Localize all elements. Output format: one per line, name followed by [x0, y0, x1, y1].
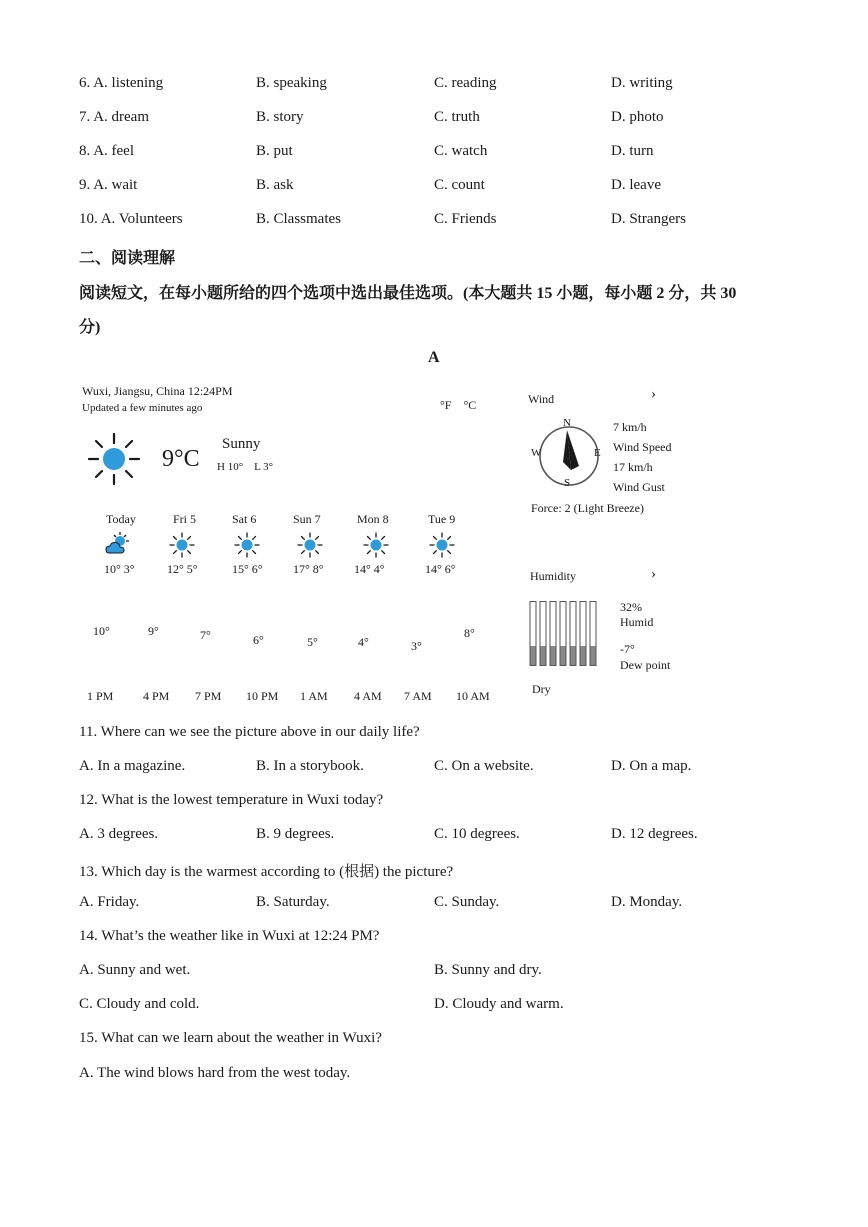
vocab-option-a: 10. A. Volunteers: [79, 211, 183, 227]
compass-n: N: [563, 417, 571, 429]
dew-point-label: Dew point: [620, 658, 671, 672]
current-condition: Sunny: [222, 436, 261, 452]
answer-option[interactable]: A. Sunny and wet.: [79, 962, 191, 978]
hourly-temp: 4°: [358, 635, 369, 649]
instruction-line-2: 分): [79, 319, 101, 336]
humidity-value-label: Humid: [620, 615, 654, 629]
vocab-option-a: 8. A. feel: [79, 143, 134, 159]
vocab-option-b: B. Classmates: [256, 211, 341, 227]
humidity-value: 32%: [620, 600, 642, 614]
vocab-option-b: B. put: [256, 143, 293, 159]
hourly-time: 1 AM: [300, 689, 328, 703]
sun-icon: [363, 532, 389, 558]
hourly-time: 7 AM: [404, 689, 432, 703]
wind-gust-label: Wind Gust: [613, 480, 665, 494]
humidity-chevron-icon[interactable]: ›: [651, 566, 656, 582]
wind-gust: 17 km/h: [613, 460, 653, 474]
section-title: 二、阅读理解: [79, 250, 176, 267]
answer-option[interactable]: B. 9 degrees.: [256, 826, 335, 842]
vocab-option-b: B. speaking: [256, 75, 327, 91]
sun-icon: [429, 532, 455, 558]
vocab-option-a: 9. A. wait: [79, 177, 138, 193]
vocab-option-c: C. truth: [434, 109, 480, 125]
answer-option[interactable]: B. In a storybook.: [256, 758, 364, 774]
sun-icon: [297, 532, 323, 558]
vocab-row: [79, 143, 779, 163]
hourly-temp: 9°: [148, 624, 159, 638]
compass-e: E: [594, 447, 601, 459]
compass-s: S: [564, 477, 571, 489]
humidity-bars: [529, 601, 603, 667]
answer-option[interactable]: A. In a magazine.: [79, 758, 186, 774]
wind-force: Force: 2 (Light Breeze): [531, 501, 644, 515]
weather-location: Wuxi, Jiangsu, China 12:24PM: [82, 384, 233, 398]
forecast-day[interactable]: Fri 5 12° 5°: [167, 512, 198, 576]
hourly-temp: 6°: [253, 633, 264, 647]
forecast-day[interactable]: Sat 6 15° 6°: [232, 512, 263, 576]
vocab-row: [79, 211, 779, 231]
hourly-time: 10 PM: [246, 689, 279, 703]
hourly-temp: 3°: [411, 639, 422, 653]
answer-option[interactable]: D. On a map.: [611, 758, 692, 774]
vocab-option-d: D. Strangers: [611, 211, 686, 227]
vocab-row: [79, 75, 779, 95]
hourly-time: 4 PM: [143, 689, 170, 703]
sun-icon: [86, 431, 142, 487]
forecast-day[interactable]: Sun 7 17° 8°: [293, 512, 324, 576]
answer-option[interactable]: D. Monday.: [611, 894, 683, 910]
vocab-option-a: 6. A. listening: [79, 75, 164, 91]
humidity-title: Humidity: [530, 569, 577, 583]
answer-option[interactable]: D. Cloudy and warm.: [434, 996, 564, 1012]
wind-title: Wind: [528, 392, 555, 406]
vocab-option-d: D. photo: [611, 109, 664, 125]
hourly-temp: 8°: [464, 626, 475, 640]
vocab-option-b: B. story: [256, 109, 304, 125]
hourly-temp: 5°: [307, 635, 318, 649]
vocab-option-d: D. turn: [611, 143, 654, 159]
wind-chevron-icon[interactable]: ›: [651, 386, 656, 402]
instruction-line-1: 阅读短文，在每小题所给的四个选项中选出最佳选项。(本大题共 15 小题，每小题 2 分，共 30: [79, 285, 737, 302]
answer-option[interactable]: C. Cloudy and cold.: [79, 996, 200, 1012]
wind-speed-label: Wind Speed: [613, 440, 672, 454]
wind-speed: 7 km/h: [613, 420, 647, 434]
answer-option[interactable]: C. On a website.: [434, 758, 534, 774]
question-text: 13. Which day is the warmest according to (根据) the picture?: [79, 864, 454, 880]
partly-cloudy-icon: [104, 532, 132, 556]
sun-icon: [169, 532, 195, 558]
hourly-temp: 10°: [93, 624, 110, 638]
weather-updated: Updated a few minutes ago: [82, 402, 203, 414]
vocab-row: [79, 177, 779, 197]
unit-toggle[interactable]: °F °C: [440, 398, 477, 412]
answer-option[interactable]: A. 3 degrees.: [79, 826, 159, 842]
answer-option[interactable]: D. 12 degrees.: [611, 826, 698, 842]
answer-option[interactable]: A. The wind blows hard from the west today.: [79, 1065, 351, 1081]
vocab-option-d: D. leave: [611, 177, 661, 193]
passage-label: A: [428, 349, 440, 366]
hourly-temp: 7°: [200, 628, 211, 642]
hourly-time: 4 AM: [354, 689, 382, 703]
vocab-option-d: D. writing: [611, 75, 673, 91]
high-low: H 10° L 3°: [217, 461, 274, 473]
question-text: 12. What is the lowest temperature in Wuxi today?: [79, 792, 384, 808]
vocab-option-c: C. Friends: [434, 211, 497, 227]
answer-option[interactable]: C. 10 degrees.: [434, 826, 520, 842]
question-text: 14. What’s the weather like in Wuxi at 12:24 PM?: [79, 928, 380, 944]
question-text: 15. What can we learn about the weather in Wuxi?: [79, 1030, 382, 1046]
answer-option[interactable]: C. Sunday.: [434, 894, 500, 910]
sun-icon: [234, 532, 260, 558]
vocab-option-a: 7. A. dream: [79, 109, 149, 125]
vocab-option-c: C. count: [434, 177, 485, 193]
vocab-option-c: C. reading: [434, 75, 497, 91]
dry-label: Dry: [532, 682, 551, 696]
answer-option[interactable]: B. Saturday.: [256, 894, 330, 910]
vocab-option-c: C. watch: [434, 143, 488, 159]
forecast-day[interactable]: Mon 8 14° 4°: [354, 512, 389, 576]
vocab-row: [79, 109, 779, 129]
compass-w: W: [531, 447, 542, 459]
answer-option[interactable]: A. Friday.: [79, 894, 140, 910]
current-temp: 9°C: [162, 446, 200, 472]
hourly-time: 1 PM: [87, 689, 114, 703]
forecast-day[interactable]: Today 10° 3°: [104, 512, 136, 576]
answer-option[interactable]: B. Sunny and dry.: [434, 962, 542, 978]
vocab-option-b: B. ask: [256, 177, 294, 193]
hourly-time: 10 AM: [456, 689, 490, 703]
question-text: 11. Where can we see the picture above in our daily life?: [79, 724, 420, 740]
hourly-time: 7 PM: [195, 689, 222, 703]
dew-point-value: -7°: [620, 642, 635, 656]
forecast-day[interactable]: Tue 9 14° 6°: [425, 512, 456, 576]
